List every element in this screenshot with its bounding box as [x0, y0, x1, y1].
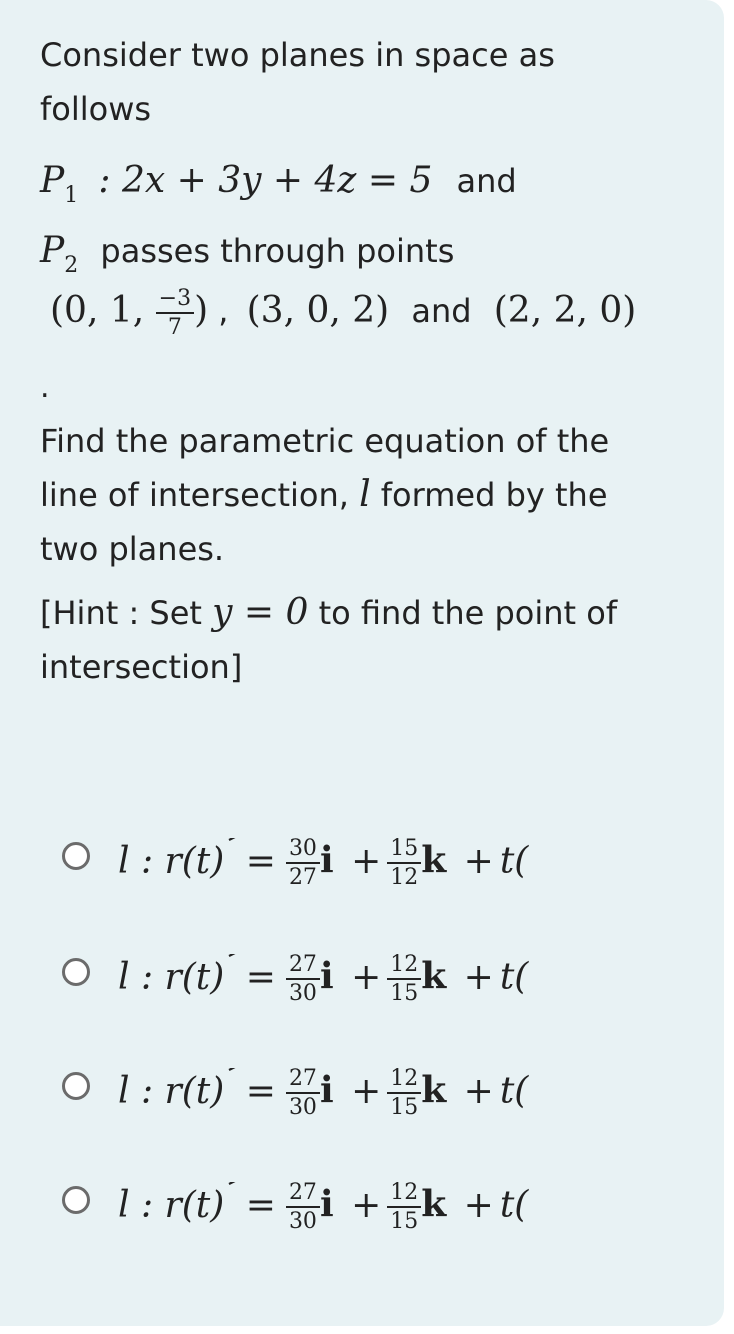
unit-k: k — [421, 839, 447, 882]
coef-k-fraction — [387, 1182, 421, 1233]
plane-1-equation — [40, 154, 517, 213]
fraction-numerator: 12 — [387, 954, 421, 980]
radio-button[interactable] — [62, 958, 90, 986]
unit-k: k — [421, 1183, 447, 1226]
option-formula — [118, 838, 678, 889]
vector-label: r(t) — [164, 840, 225, 882]
equals-sign: = — [245, 956, 276, 998]
intro-line-1: Consider two planes in space as — [40, 36, 555, 74]
question-line-2-start: line of intersection, — [40, 476, 349, 514]
vector-arrow-icon — [163, 838, 243, 841]
coef-i-fraction — [286, 1182, 320, 1233]
equals-sign: = — [245, 840, 276, 882]
radio-button[interactable] — [62, 1186, 90, 1214]
point-1-start: (0, 1, — [50, 290, 156, 331]
question-line-1: Find the parametric equation of the — [40, 422, 610, 460]
p2-text: passes through points — [100, 232, 455, 270]
radio-button[interactable] — [62, 842, 90, 870]
fraction-denominator: 27 — [288, 865, 317, 889]
coef-k-fraction — [387, 954, 421, 1005]
hint-line-1 — [40, 586, 617, 640]
option-tail: t( — [499, 956, 529, 998]
radio-button[interactable] — [62, 1072, 90, 1100]
fraction-denominator: 12 — [390, 865, 419, 889]
fraction-numerator: 12 — [387, 1068, 421, 1094]
option-formula — [118, 1068, 678, 1119]
unit-i: i — [319, 1183, 334, 1226]
plus-sign: + — [351, 1070, 382, 1112]
vector-label: r(t) — [164, 956, 225, 998]
plus-sign: + — [463, 1070, 494, 1112]
unit-i: i — [319, 955, 334, 998]
point-1-end: ) — [194, 290, 209, 331]
plane-2-description — [40, 224, 454, 283]
line-variable: l — [359, 474, 371, 515]
p1-label: P — [40, 160, 65, 201]
question-line-2-end: formed by the — [380, 476, 608, 514]
fraction-numerator: 27 — [286, 1182, 320, 1208]
plus-sign: + — [463, 840, 494, 882]
p1-subscript: 1 — [64, 183, 79, 208]
coef-i-fraction — [286, 1068, 320, 1119]
and-text-1: and — [456, 162, 517, 200]
option-formula — [118, 954, 678, 1005]
fraction-numerator: 27 — [286, 1068, 320, 1094]
hint-end: to find the point of — [318, 594, 618, 632]
fraction-numerator: 12 — [387, 1182, 421, 1208]
plus-sign: + — [351, 1184, 382, 1226]
option-tail: t( — [499, 1070, 529, 1112]
unit-k: k — [421, 1069, 447, 1112]
vector-arrow-icon — [163, 1068, 243, 1071]
fraction-denominator: 30 — [288, 1095, 317, 1119]
plus-sign: + — [463, 956, 494, 998]
points-line — [50, 284, 636, 339]
question-line-2 — [40, 468, 609, 522]
equals-sign: = — [245, 1184, 276, 1226]
fraction-denominator: 30 — [288, 1209, 317, 1233]
plus-sign: + — [351, 956, 382, 998]
vector-arrow-icon — [163, 954, 243, 957]
p2-subscript: 2 — [64, 253, 79, 278]
vector-r — [165, 1185, 225, 1226]
option-lhs: l : — [118, 1070, 154, 1112]
coef-k-fraction — [387, 1068, 421, 1119]
period-mark: . — [40, 370, 50, 405]
fraction-denominator: 15 — [390, 1209, 419, 1233]
option-lhs: l : — [118, 956, 154, 998]
option-tail: t( — [499, 840, 529, 882]
fraction-denominator: 7 — [167, 314, 182, 340]
unit-k: k — [421, 955, 447, 998]
vector-arrow-icon — [163, 1182, 243, 1185]
vector-r — [165, 1071, 225, 1112]
point-2: (3, 0, 2) — [246, 290, 390, 331]
vector-r — [165, 841, 225, 882]
option-lhs: l : — [118, 1184, 154, 1226]
point-3: (2, 2, 0) — [493, 290, 637, 331]
fraction-numerator: 27 — [286, 954, 320, 980]
p2-label: P — [40, 230, 65, 271]
intro-line-2: follows — [40, 90, 152, 128]
option-lhs: l : — [118, 840, 154, 882]
coef-i-fraction — [286, 838, 320, 889]
fraction-numerator: −3 — [156, 288, 194, 314]
fraction-denominator: 15 — [390, 1095, 419, 1119]
fraction-numerator: 15 — [387, 838, 421, 864]
plus-sign: + — [351, 840, 382, 882]
vector-r — [165, 957, 225, 998]
unit-i: i — [319, 1069, 334, 1112]
fraction-numerator: 30 — [286, 838, 320, 864]
intro-text — [40, 28, 555, 136]
option-tail: t( — [499, 1184, 529, 1226]
fraction-denominator: 30 — [288, 981, 317, 1005]
hint-line-2: intersection] — [40, 648, 243, 686]
fraction-denominator: 15 — [390, 981, 419, 1005]
plus-sign: + — [463, 1184, 494, 1226]
vector-label: r(t) — [164, 1070, 225, 1112]
question-text — [40, 414, 609, 576]
coef-k-fraction — [387, 838, 421, 889]
hint-equation: y = 0 — [212, 592, 309, 633]
question-line-3: two planes. — [40, 530, 225, 568]
vector-label: r(t) — [164, 1184, 225, 1226]
equals-sign: = — [245, 1070, 276, 1112]
coef-i-fraction — [286, 954, 320, 1005]
option-formula — [118, 1182, 678, 1233]
unit-i: i — [319, 839, 334, 882]
point-1-fraction — [156, 285, 194, 340]
p1-equation: : 2x + 3y + 4z = 5 — [98, 160, 433, 201]
points-comma: , — [218, 292, 229, 330]
and-text-2: and — [411, 292, 472, 330]
hint-start: [Hint : Set — [40, 594, 202, 632]
hint-text — [40, 586, 617, 694]
